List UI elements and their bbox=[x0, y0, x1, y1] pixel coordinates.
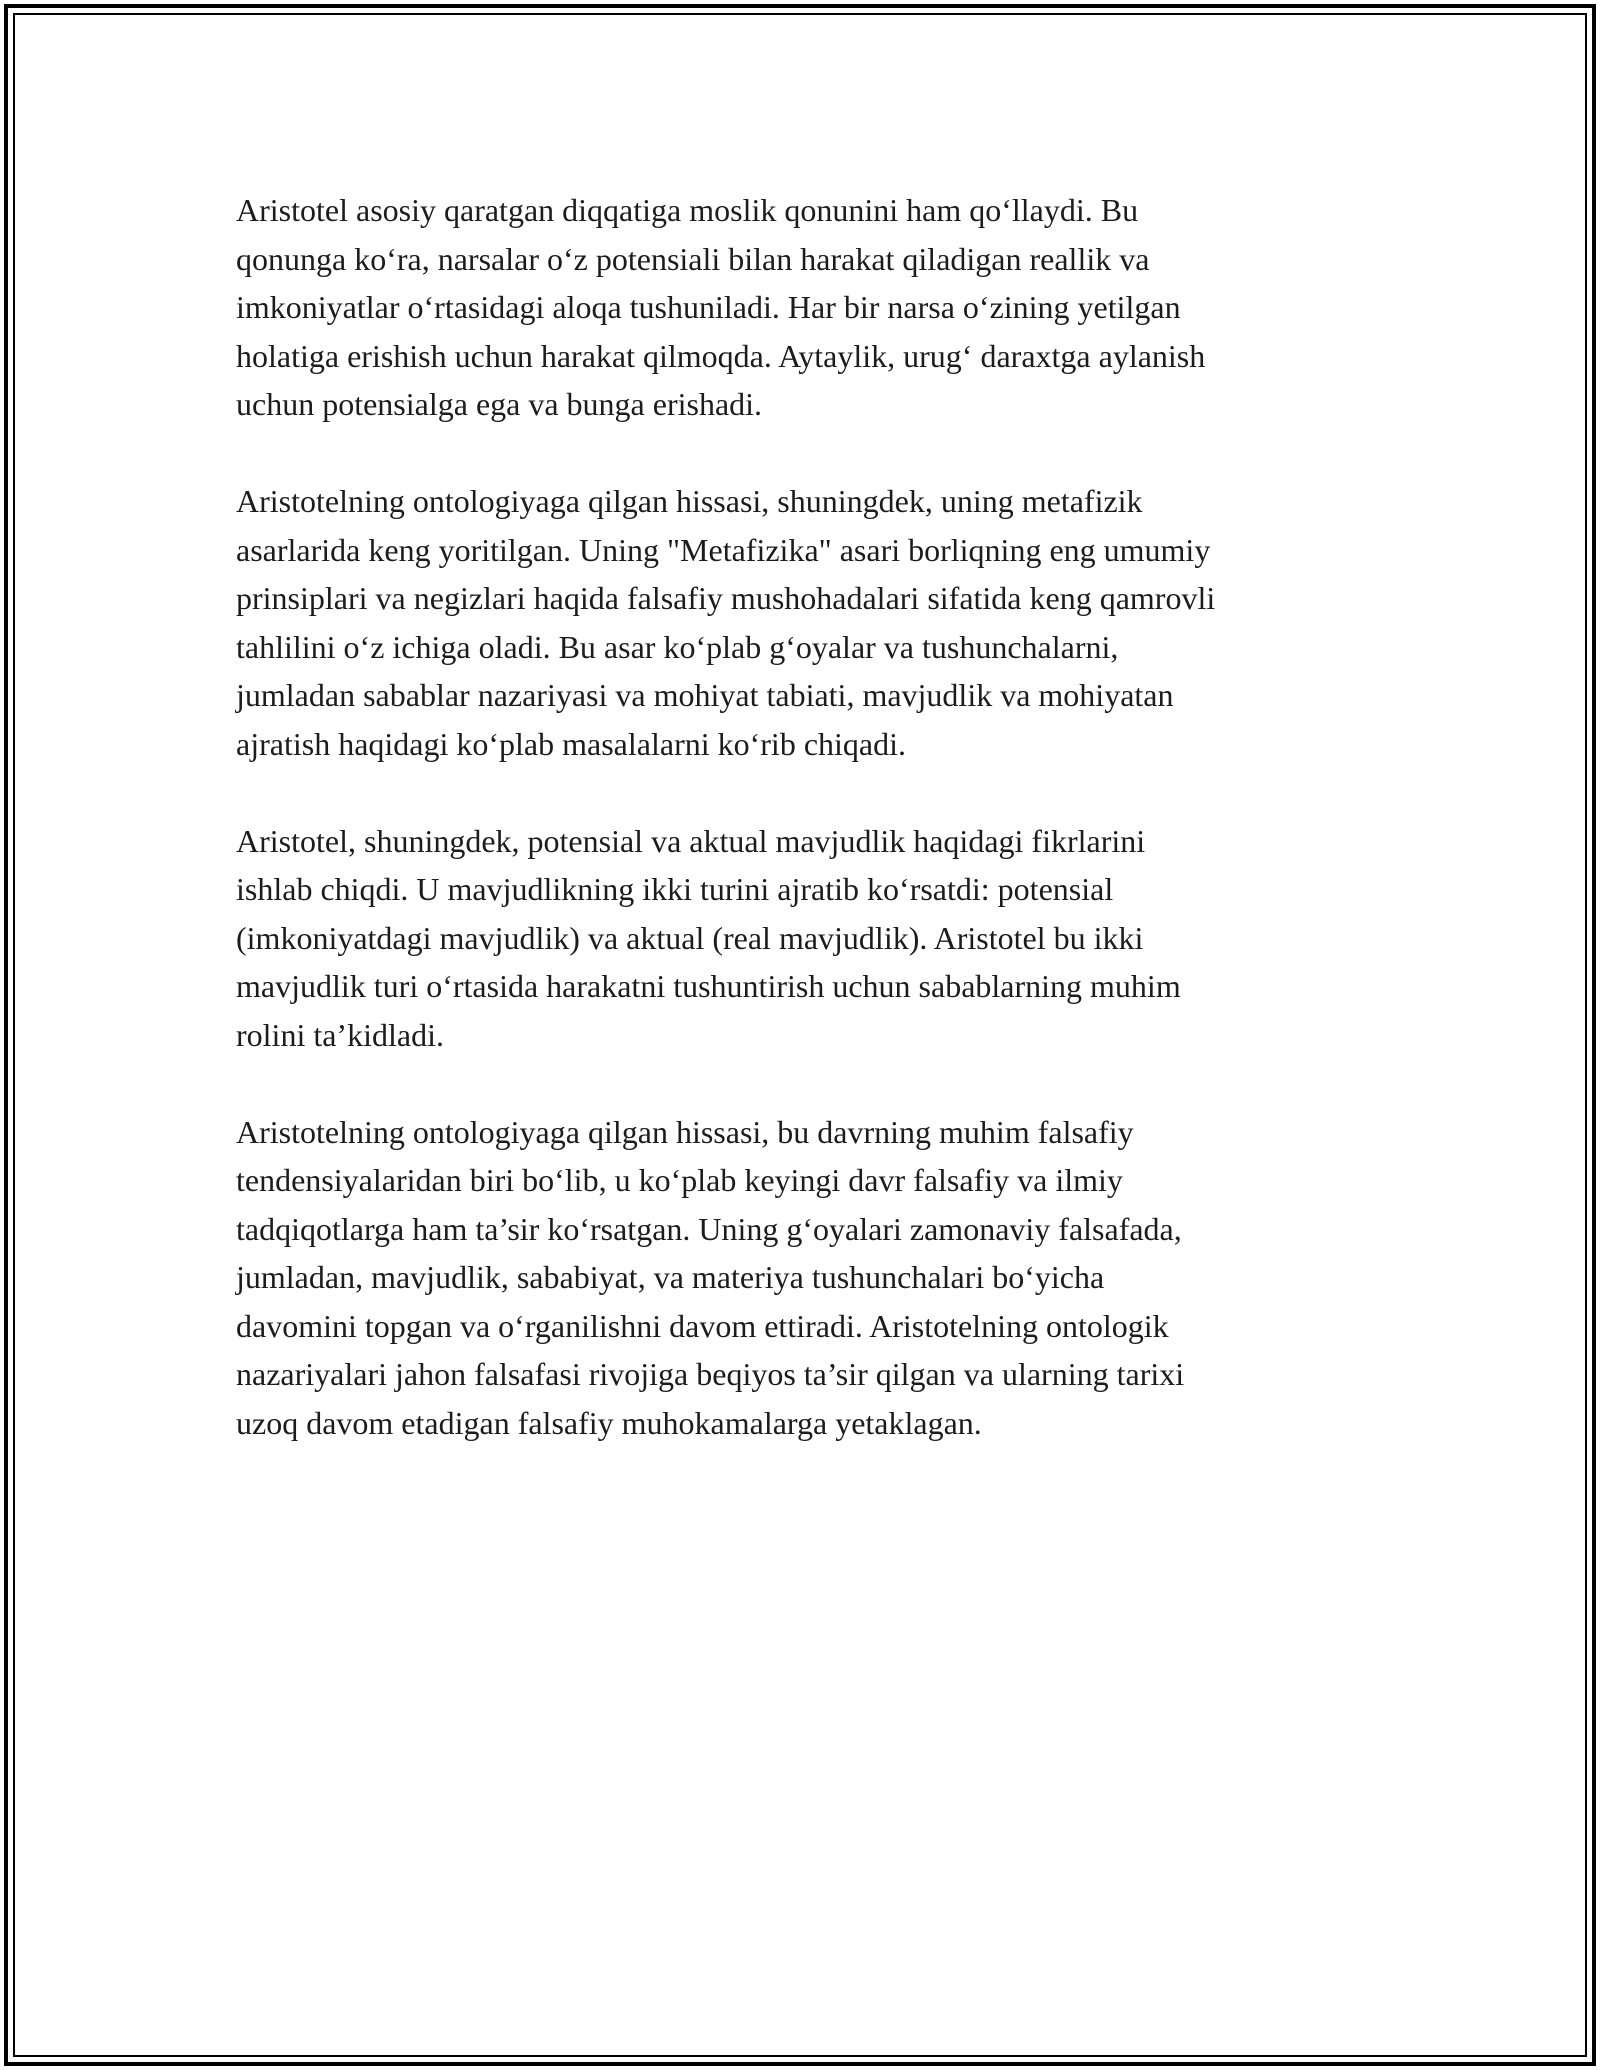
text-line: (imkoniyatdagi mavjudlik) va aktual (real mavjudlik). Aristotel bu ikki bbox=[236, 919, 1144, 956]
paragraph-4 bbox=[236, 1108, 1366, 1448]
paragraph-2 bbox=[236, 477, 1366, 769]
text-line: tadqiqotlarga ham ta’sir ko‘rsatgan. Uning g‘oyalari zamonaviy falsafada, bbox=[236, 1210, 1182, 1247]
text-line: prinsiplari va negizlari haqida falsafiy mushohadalari sifatida keng qamrovli bbox=[236, 580, 1216, 617]
text-line: nazariyalari jahon falsafasi rivojiga beqiyos ta’sir qilgan va ularning tarixi bbox=[236, 1356, 1185, 1393]
text-line: Aristotel asosiy qaratgan diqqatiga moslik qonunini ham qo‘llaydi. Bu bbox=[236, 192, 1139, 228]
text-line: ajratish haqidagi ko‘plab masalalarni ko‘rib chiqadi. bbox=[236, 725, 906, 762]
document-body bbox=[236, 186, 1366, 1496]
text-line: Aristotel, shuningdek, potensial va aktual mavjudlik haqidagi fikrlarini bbox=[236, 822, 1146, 859]
text-line: imkoniyatlar o‘rtasidagi aloqa tushuniladi. Har bir narsa o‘zining yetilgan bbox=[236, 289, 1181, 326]
text-line: uchun potensialga ega va bunga erishadi. bbox=[236, 386, 763, 423]
text-line: mavjudlik turi o‘rtasida harakatni tushuntirish uchun sabablarning muhim bbox=[236, 968, 1181, 1005]
text-line: davomini topgan va o‘rganilishni davom ettiradi. Aristotelning ontologik bbox=[236, 1307, 1169, 1344]
text-line: Aristotelning ontologiyaga qilgan hissasi, bu davrning muhim falsafiy bbox=[236, 1113, 1134, 1150]
text-line: tahlilini o‘z ichiga oladi. Bu asar ko‘plab g‘oyalar va tushunchalarni, bbox=[236, 628, 1119, 665]
text-line: jumladan sabablar nazariyasi va mohiyat tabiati, mavjudlik va mohiyatan bbox=[236, 677, 1174, 714]
text-line: Aristotelning ontologiyaga qilgan hissasi, shuningdek, uning metafizik bbox=[236, 482, 1143, 519]
text-line: qonunga ko‘ra, narsalar o‘z potensiali bilan harakat qiladigan reallik va bbox=[236, 240, 1150, 277]
text-line: asarlarida keng yoritilgan. Uning "Metafizika" asari borliqning eng umumiy bbox=[236, 531, 1211, 568]
paragraph-1 bbox=[236, 186, 1366, 429]
text-line: tendensiyalaridan biri bo‘lib, u ko‘plab keyingi davr falsafiy va ilmiy bbox=[236, 1162, 1123, 1199]
text-line: rolini ta’kidladi. bbox=[236, 1016, 444, 1053]
text-line: holatiga erishish uchun harakat qilmoqda. Aytaylik, urug‘ daraxtga aylanish bbox=[236, 337, 1206, 374]
text-line: ishlab chiqdi. U mavjudlikning ikki turini ajratib ko‘rsatdi: potensial bbox=[236, 871, 1114, 908]
text-line: uzoq davom etadigan falsafiy muhokamalarga yetaklagan. bbox=[236, 1405, 982, 1442]
paragraph-3 bbox=[236, 817, 1366, 1060]
text-line: jumladan, mavjudlik, sababiyat, va materiya tushunchalari bo‘yicha bbox=[236, 1259, 1105, 1296]
